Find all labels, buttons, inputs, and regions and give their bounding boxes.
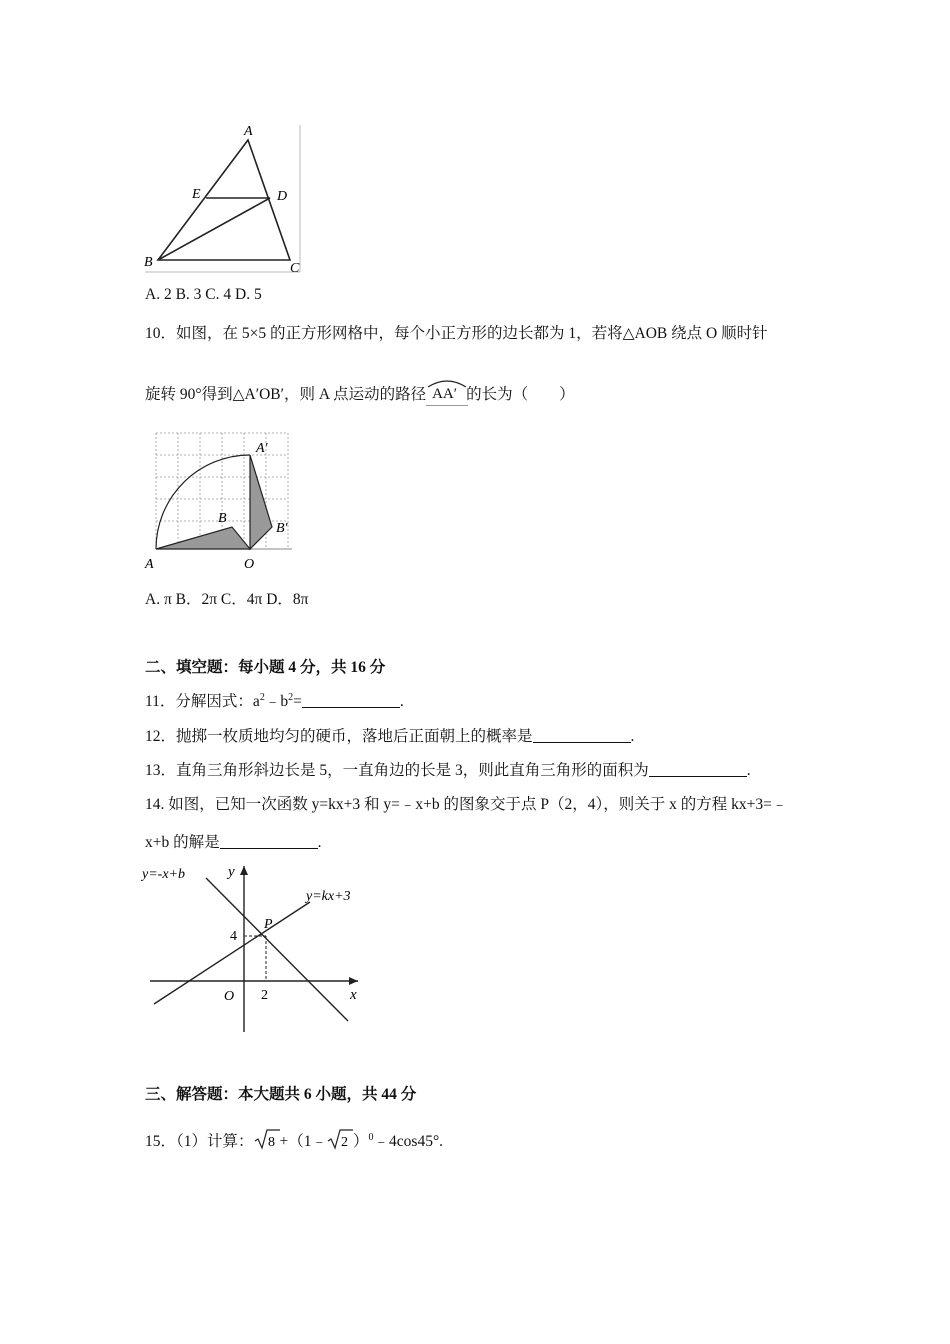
q12 [145, 724, 634, 746]
q15-mid: +（1﹣ [279, 1133, 328, 1150]
q10-line2-pre: 旋转 90°得到△A′OB′，则 A 点运动的路径 [145, 386, 427, 403]
label-b-prime: B′ [276, 521, 288, 536]
q12-end: . [630, 728, 635, 745]
radicand-8: 8 [267, 1135, 275, 1150]
label-two: 2 [261, 988, 268, 1003]
q10-line1: 10．如图，在 5×5 的正方形网格中，每个小正方形的边长都为 1，若将△AOB 绕点 O 顺时针 [145, 325, 768, 342]
sqrt-2 [327, 1128, 353, 1155]
q12-blank[interactable] [533, 741, 631, 743]
q13 [145, 758, 751, 780]
label-a: A [244, 124, 253, 139]
arc-aa-prime [426, 385, 466, 405]
q15-close: ） [353, 1133, 369, 1150]
sqrt-8 [254, 1128, 280, 1155]
section3-heading: 三、解答题：本大题共 6 小题，共 44 分 [145, 1086, 417, 1103]
label-o-grid: O [244, 557, 255, 572]
q14-line2 [145, 830, 322, 852]
label-four: 4 [230, 929, 237, 944]
q15-sup: 0 [368, 1131, 374, 1143]
section2-heading: 二、填空题：每小题 4 分，共 16 分 [145, 659, 386, 676]
label-y-axis: y [228, 864, 235, 880]
label-e: E [192, 187, 201, 202]
q14-line2-text: x+b 的解是 [145, 834, 220, 851]
q9-options: A. 2 B. 3 C. 4 D. 5 [145, 286, 262, 303]
q11-sup1: 2 [259, 691, 265, 703]
label-line-k: y=kx+3 [306, 889, 351, 904]
q11 [145, 689, 404, 711]
label-c: C [290, 261, 300, 276]
label-x-axis: x [350, 987, 357, 1003]
label-d: D [277, 189, 288, 204]
q11-eq: = [293, 693, 302, 710]
q15-text: 15．（1）计算： [145, 1133, 254, 1150]
radicand-2: 2 [341, 1135, 349, 1150]
q14-end: . [317, 834, 322, 851]
q11-mid: ﹣b [264, 693, 289, 710]
linear-graph-figure [140, 856, 370, 1036]
q15-post: ﹣4cos45°. [373, 1133, 444, 1150]
label-a-prime: A′ [256, 441, 268, 456]
q11-text: 11．分解因式：a [145, 693, 260, 710]
q11-blank[interactable] [302, 706, 400, 708]
label-b-grid: B [218, 511, 227, 526]
label-b: B [144, 255, 153, 270]
q14-blank[interactable] [220, 847, 318, 849]
q10-line2-post: 的长为（ ） [466, 386, 575, 403]
q13-text: 13．直角三角形斜边长是 5，一直角边的长是 3，则此直角三角形的面积为 [145, 762, 649, 779]
label-p: P [264, 917, 273, 932]
label-a-grid: A [145, 557, 154, 572]
q11-sup2: 2 [288, 691, 294, 703]
q13-end: . [746, 762, 751, 779]
q12-text: 12．抛掷一枚质地均匀的硬币，落地后正面朝上的概率是 [145, 728, 533, 745]
q10-line2 [145, 382, 575, 405]
label-line-neg: y=-x+b [142, 867, 185, 882]
q14-line1: 14. 如图，已知一次函数 y=kx+3 和 y=﹣x+b 的图象交于点 P（2，4），则关于 x 的方程 kx+3=﹣ [145, 796, 788, 813]
q15 [145, 1128, 443, 1155]
grid-rotation-figure [140, 428, 300, 573]
q13-blank[interactable] [649, 775, 747, 777]
q11-end: . [399, 693, 404, 710]
label-o-origin: O [224, 989, 235, 1004]
triangle-figure [140, 120, 310, 280]
arc-label: AA′ [432, 386, 458, 402]
q10-options: A. π B．2π C．4π D．8π [145, 591, 309, 608]
